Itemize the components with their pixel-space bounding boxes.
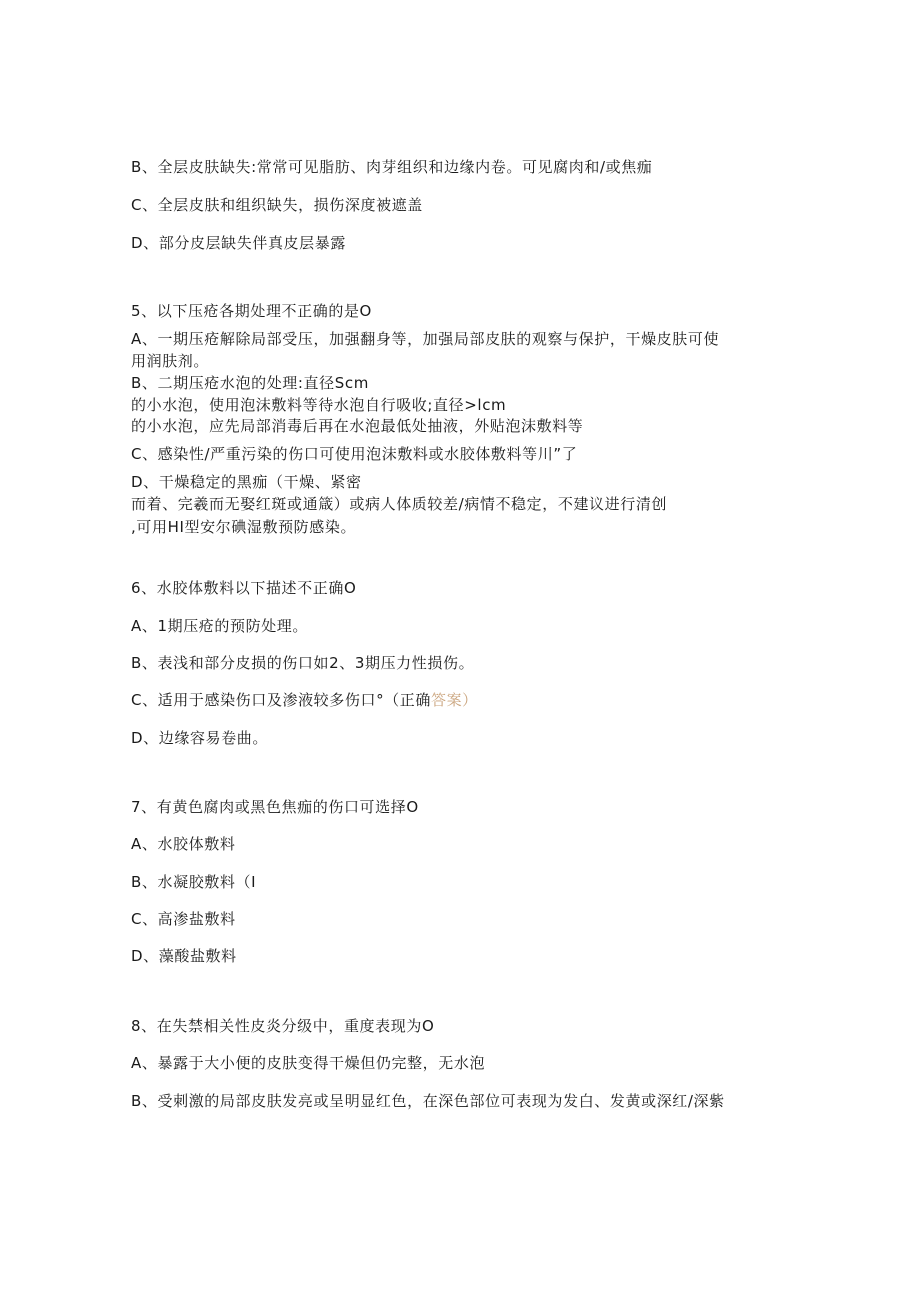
q7-option-b: B、水凝胶敷料（I [131,873,257,891]
q7-option-a: A、水胶体敷料 [131,835,236,853]
q6-question: 6、水胶体敷料以下描述不正确O [131,579,357,597]
q5-option-a-line1: A、一期压疮解除局部受压，加强翻身等，加强局部皮肤的观察与保护，干燥皮肤可使 [131,330,720,348]
q7-question: 7、有黄色腐肉或黑色焦痂的伤口可选择O [131,798,419,816]
q5-option-a-line2: 用润肤剂。 [131,352,210,370]
q7-option-d: D、藻酸盐敷料 [131,947,237,965]
q6-answer-hint: 答案） [430,691,478,709]
q5-option-d-line3: ,可用HI型安尔碘湿敷预防感染。 [131,518,357,536]
q5-option-b-line2: 的小水泡，使用泡沫敷料等待水泡自行吸收;直径>lcm [131,396,507,414]
q4-option-b: B、全层皮肤缺失:常常可见脂肪、肉芽组织和边缘内卷。可见腐肉和/或焦痂 [131,158,653,176]
q5-question: 5、以下压疮各期处理不正确的是O [131,302,372,320]
q5-option-d-line2: 而着、完羲而无娶红斑或通箴）或病人体质较差/病情不稳定，不建议进行清创 [131,495,668,513]
q8-option-a: A、暴露于大小便的皮肤变得干燥但仍完整，无水泡 [131,1054,486,1072]
q6-option-c-text: C、适用于感染伤口及渗液较多伤口°（正确 [131,691,431,709]
q5-option-b-line3: 的小水泡，应先局部消毒后再在水泡最低处抽液，外贴泡沫敷料等 [131,417,584,435]
q8-option-b: B、受刺激的局部皮肤发亮或呈明显红色，在深色部位可表现为发白、发黄或深红/深紫 [131,1092,725,1110]
q5-option-c: C、感染性/严重污染的伤口可使用泡沫敷料或水胶体敷料等川”了 [131,445,578,463]
q6-option-a: A、1期压疮的预防处理。 [131,617,309,635]
q5-option-d-line1: D、干燥稳定的黑痂（干燥、紧密 [131,473,362,491]
q6-option-b: B、表浅和部分皮损的伤口如2、3期压力性损伤。 [131,654,475,672]
q4-option-c: C、全层皮肤和组织缺失，损伤深度被遮盖 [131,196,423,214]
q7-option-c: C、高渗盐敷料 [131,910,236,928]
q5-option-b-line1: B、二期压疮水泡的处理:直径Scm [131,374,369,392]
q6-option-c [131,690,478,710]
q4-option-d: D、部分皮层缺失伴真皮层暴露 [131,234,346,252]
q8-question: 8、在失禁相关性皮炎分级中，重度表现为O [131,1017,435,1035]
q6-option-d: D、边缘容易卷曲。 [131,729,268,747]
